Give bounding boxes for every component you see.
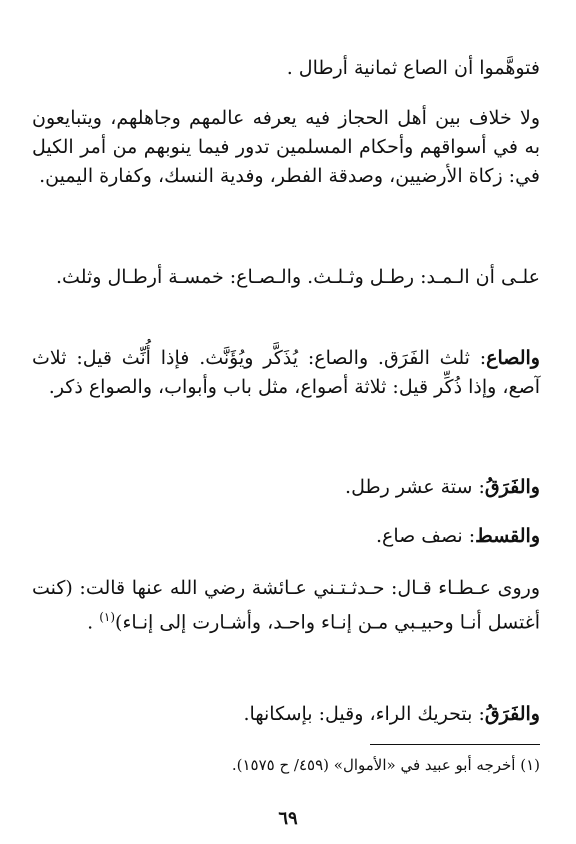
paragraph-faraq-definition xyxy=(32,473,540,502)
term-heading: والقسط xyxy=(475,525,540,547)
footnote-text: أخرجه أبو عبيد في «الأموال» (٤٥٩/ ح ١٥٧٥). xyxy=(231,756,516,774)
paragraph-qist-definition xyxy=(32,522,540,551)
paragraph-text: : بتحريك الراء، وقيل: بإسكانها. xyxy=(243,703,485,725)
paragraph-text: علـى أن الـمـد: رطـل وثـلـث. والـصـاع: خمسـة أرطـال وثلث. xyxy=(56,266,540,288)
page-number: ٦٩ xyxy=(278,808,298,829)
paragraph-text: وروى عـطـاء قـال: حـدثـتـني عـائشة رضي الله عنها قالت: (كنت أغتسل أنـا وحبيـبي مـن إنـاء واحـد، وأشـارت إلى إنـاء) xyxy=(32,577,540,634)
paragraph-text: : ستة عشر رطل. xyxy=(345,476,485,498)
term-heading: والصاع xyxy=(486,347,540,369)
paragraph-saa-eight-ratl xyxy=(32,54,540,83)
footnote xyxy=(32,754,540,776)
term-heading: والفَرَقُ xyxy=(484,476,540,498)
paragraph-faraq-vocalization xyxy=(32,700,540,729)
term-heading: والفَرَقُ xyxy=(484,703,540,725)
footnote-separator xyxy=(370,744,540,745)
paragraph-text: ولا خلاف بين أهل الحجاز فيه يعرفه عالمهم وجاهلهم، ويتبايعون به في أسواقهم وأحكام المسلمين تدور فيما ينوبهم من أمر الكيل في: زكاة الأرضيين، وصدقة الفطر، وفدية النسك، وكفارة اليمين. xyxy=(32,107,540,187)
paragraph-text: : ثلث الفَرَق. والصاع: يُذَكَّر ويُؤَنَّث. فإذا أُنِّث قيل: ثلاث آصع، وإذا ذُكِّر قيل: ثلاثة أصواع، مثل باب وأبواب، والصواع ذكر. xyxy=(32,347,540,398)
paragraph-text: : نصف صاع. xyxy=(375,525,476,547)
paragraph-saa-gender xyxy=(32,344,540,402)
paragraph-hijaz-consensus xyxy=(32,104,540,191)
paragraph-mudd-definition xyxy=(32,263,540,292)
footnote-reference[interactable]: (١) xyxy=(99,610,116,624)
paragraph-text: فتوهَّموا أن الصاع ثمانية أرطال . xyxy=(286,57,540,79)
paragraph-ata-hadith xyxy=(32,574,540,637)
footnote-marker: (١) xyxy=(520,756,540,774)
period: . xyxy=(87,611,100,634)
